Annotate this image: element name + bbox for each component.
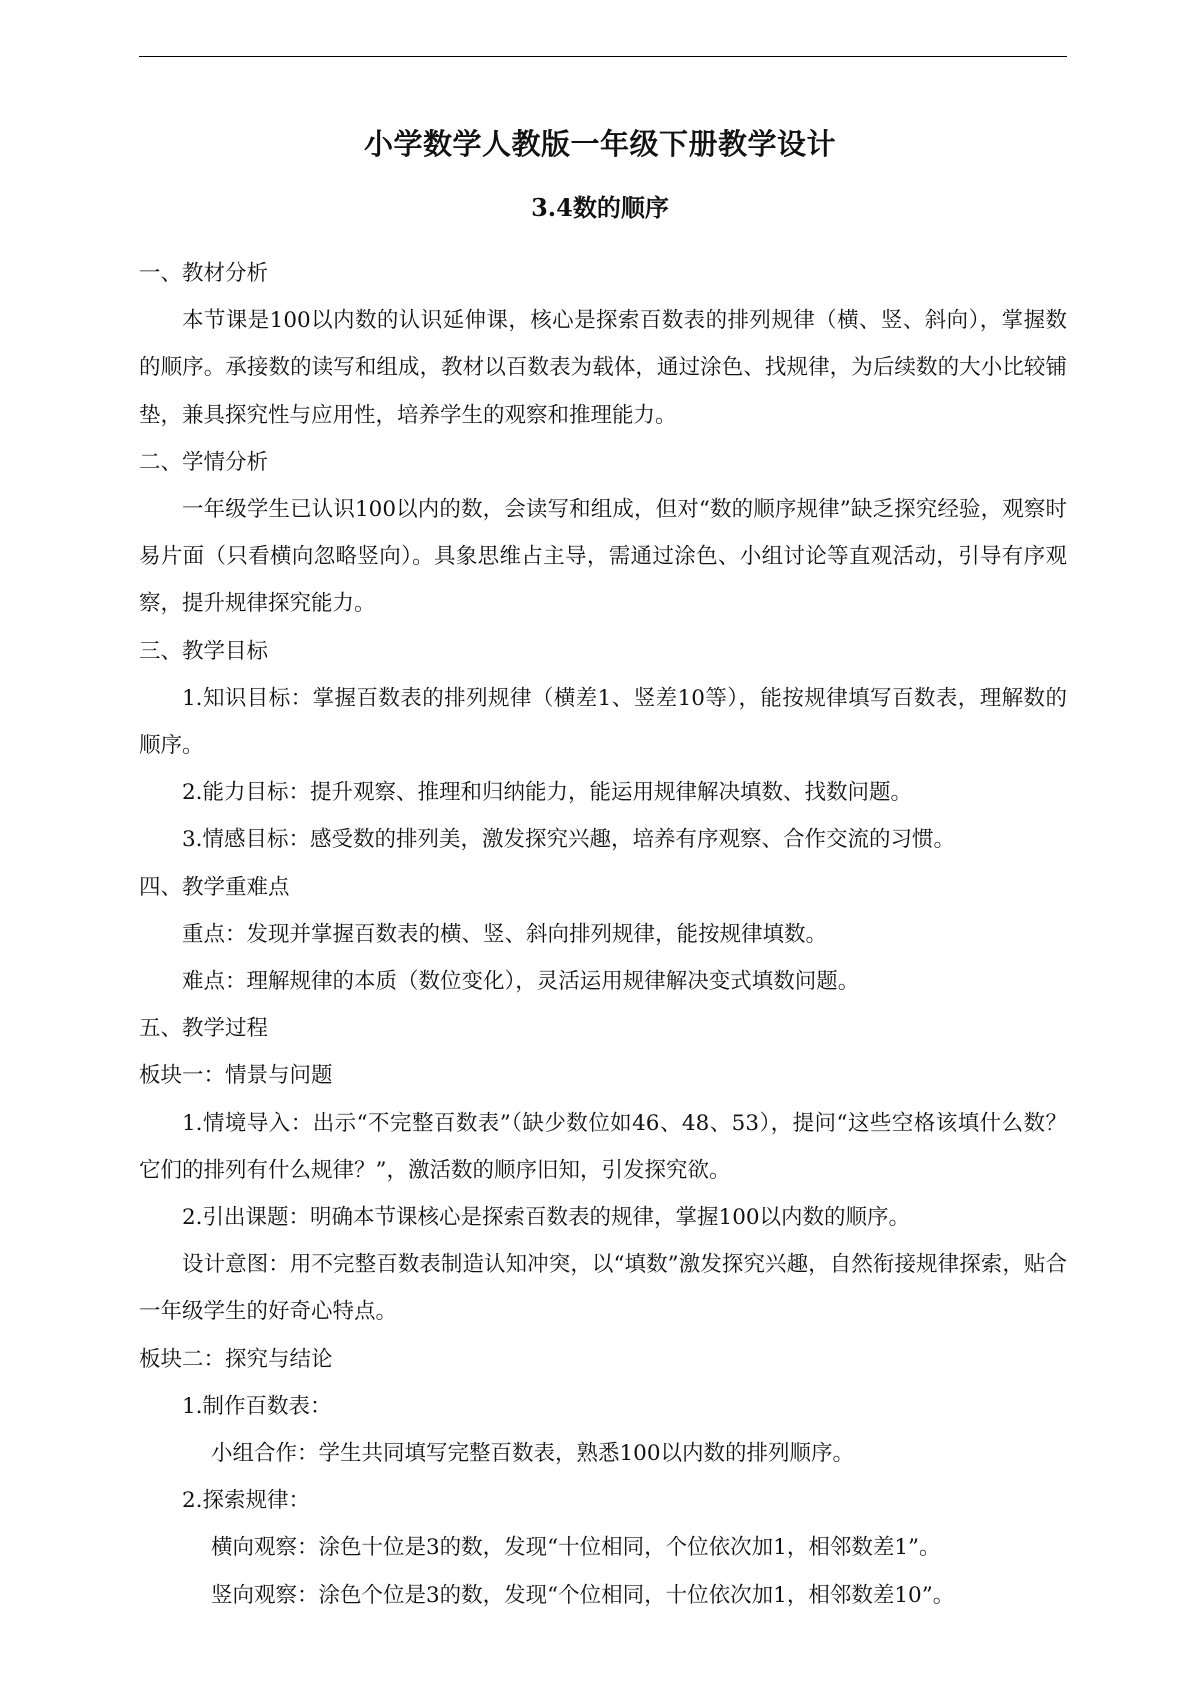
goal-ability: 2.能力目标：提升观察、推理和归纳能力，能运用规律解决填数、找数问题。: [182, 780, 913, 806]
section-heading-material-analysis: 一、教材分析: [139, 261, 269, 286]
material-analysis-paragraph: 本节课是100以内数的认识延伸课，核心是探索百数表的排列规律（横、竖、斜向），掌握数的顺序。承接数的读写和组成，教材以百数表为载体，通过涂色、找规律，为后续数的大小比较铺垫，兼具探究性与应用性，培养学生的观察和推理能力。: [139, 308, 1067, 428]
block-one-topic-intro: 2.引出课题：明确本节课核心是探索百数表的规律，掌握100以内数的顺序。: [182, 1205, 911, 1231]
block-two-horizontal-observation: 横向观察：涂色十位是3的数，发现“十位相同，个位依次加1，相邻数差1”。: [211, 1535, 941, 1561]
lesson-title: 3.4数的顺序: [531, 193, 669, 222]
block-one-situation-intro: 1.情境导入：出示“不完整百数表”（缺少数位如46、48、53），提问“这些空格该填什么数？它们的排列有什么规律？”，激活数的顺序旧知，引发探究欲。: [139, 1110, 1067, 1183]
difficult-point: 难点：理解规律的本质（数位变化），灵活运用规律解决变式填数问题。: [182, 969, 860, 995]
block-two-vertical-observation: 竖向观察：涂色个位是3的数，发现“个位相同，十位依次加1，相邻数差10”。: [211, 1582, 955, 1608]
block-one-design-intent: 设计意图：用不完整百数表制造认知冲突，以“填数”激发探究兴趣，自然衔接规律探索，贴合一年级学生的好奇心特点。: [139, 1252, 1067, 1325]
header-rule: [139, 56, 1067, 57]
block-two-make-table: 1.制作百数表：: [182, 1393, 332, 1419]
section-heading-key-points: 四、教学重难点: [139, 874, 290, 900]
block-one-heading: 板块一：情景与问题: [139, 1063, 333, 1089]
block-two-group-work: 小组合作：学生共同填写完整百数表，熟悉100以内数的排列顺序。: [211, 1441, 855, 1467]
goal-knowledge: 1.知识目标：掌握百数表的排列规律（横差1、竖差10等），能按规律填写百数表，理解数的顺序。: [139, 685, 1067, 759]
section-heading-teaching-goals: 三、教学目标: [139, 638, 269, 664]
section-heading-teaching-process: 五、教学过程: [139, 1016, 269, 1042]
key-point: 重点：发现并掌握百数表的横、竖、斜向排列规律，能按规律填数。: [182, 921, 828, 947]
block-two-heading: 板块二：探究与结论: [139, 1346, 333, 1372]
section-heading-learner-analysis: 二、学情分析: [139, 449, 269, 475]
block-two-explore-rules: 2.探索规律：: [182, 1488, 311, 1514]
document-title: 小学数学人教版一年级下册教学设计: [363, 127, 836, 161]
learner-analysis-paragraph: 一年级学生已认识100以内的数，会读写和组成，但对“数的顺序规律”缺乏探究经验，观察时易片面（只看横向忽略竖向）。具象思维占主导，需通过涂色、小组讨论等直观活动，引导有序观察，提升规律探究能力。: [139, 497, 1067, 617]
goal-emotion: 3.情感目标：感受数的排列美，激发探究兴趣，培养有序观察、合作交流的习惯。: [182, 827, 956, 853]
document-body: [139, 250, 1067, 1619]
